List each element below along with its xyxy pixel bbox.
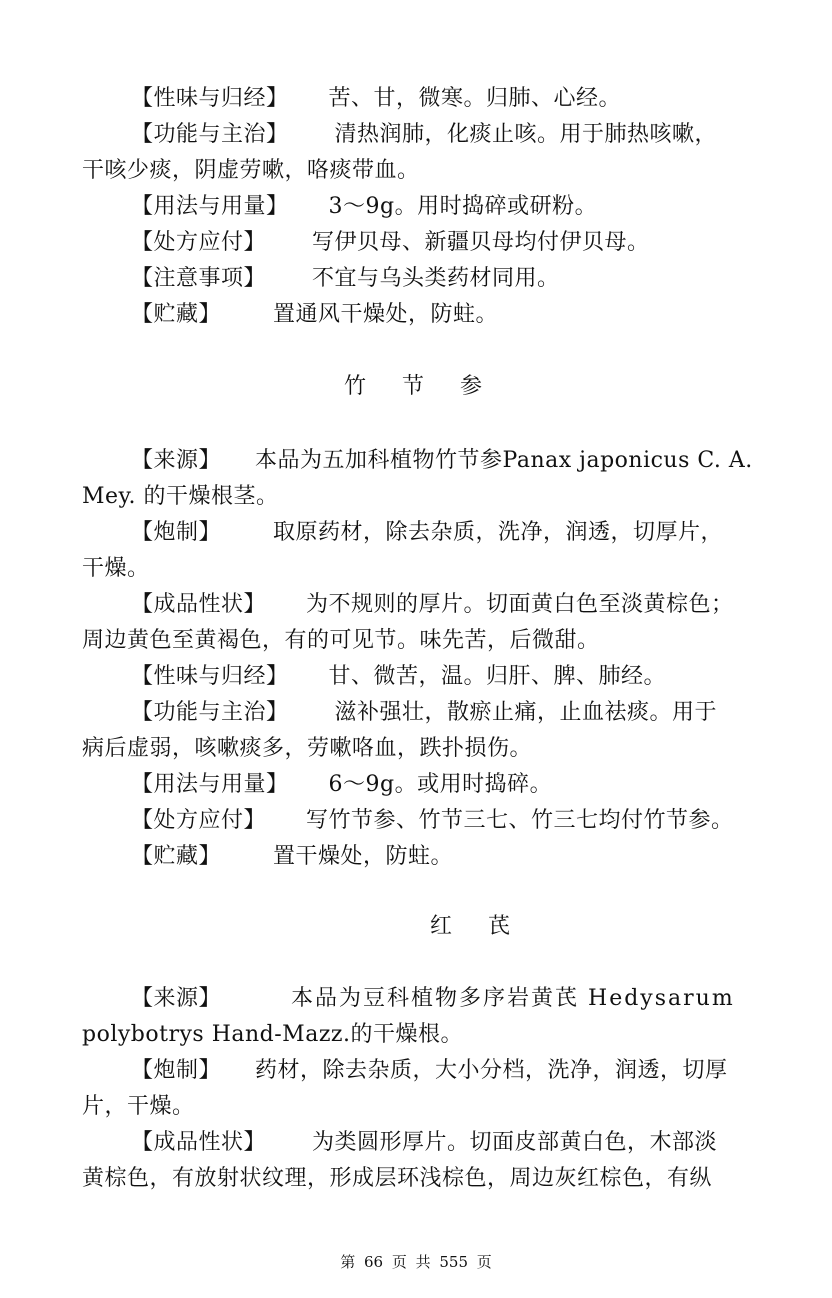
s1-xingwei-tag: 【性味与归经】: [131, 86, 289, 111]
s3-paozhi-line2: 片，干燥。: [82, 1094, 195, 1119]
s1-gongneng-text1: 清热润肺，化痰止咳。用于肺热咳嗽，: [334, 122, 718, 147]
s1-yongfa-text: 3～9g。用时捣碎或研粉。: [328, 194, 598, 219]
s2-gongneng-line2: 病后虚弱，咳嗽痰多，劳嗽咯血，跌扑损伤。: [82, 736, 533, 761]
s2-chufang-text: 写竹节参、竹节三七、竹三七均付竹节参。: [306, 808, 734, 833]
s2-laiyuan-line2: Mey. 的干燥根茎。: [82, 484, 279, 509]
s2-yongfa-text: 6～9g。或用时捣碎。: [328, 772, 553, 797]
s3-chengpin-text1: 为类圆形厚片。切面皮部黄白色，木部淡: [312, 1130, 718, 1155]
s2-chufang-tag: 【处方应付】: [131, 808, 267, 833]
s2-gongneng-tag: 【功能与主治】: [131, 700, 289, 725]
s3-paozhi-tag: 【炮制】: [131, 1058, 222, 1083]
s1-chufang-text: 写伊贝母、新疆贝母均付伊贝母。: [312, 230, 650, 255]
s2-paozhi-line: [131, 518, 723, 548]
s2-xingwei-tag: 【性味与归经】: [131, 664, 289, 689]
s2-zhucang-tag: 【贮藏】: [131, 844, 222, 869]
s2-paozhi-text1: 取原药材，除去杂质，洗净，润透，切厚片，: [273, 520, 724, 545]
s1-chufang-line: [131, 228, 650, 258]
s2-xingwei-line: [131, 662, 666, 692]
s2-title: [344, 372, 482, 402]
s3-paozhi-text1: 药材，除去杂质，大小分档，洗净，润透，切厚: [255, 1058, 728, 1083]
s2-laiyuan-text1: 本品为五加科植物竹节参Panax japonicus C. A.: [255, 448, 753, 473]
s1-zhucang-tag: 【贮藏】: [131, 302, 222, 327]
s3-title: [430, 912, 510, 942]
s2-paozhi-line2: 干燥。: [82, 556, 150, 581]
s3-laiyuan-tag: 【来源】: [131, 986, 222, 1011]
s3-title-char-2: 芪: [488, 914, 511, 939]
s2-chengpin-tag: 【成品性状】: [131, 592, 267, 617]
s1-yongfa-line: [131, 192, 597, 222]
s3-laiyuan-line2: polybotrys Hand-Mazz.的干燥根。: [82, 1022, 463, 1047]
s2-laiyuan-line: [131, 446, 753, 476]
s2-xingwei-text: 甘、微苦，温。归肝、脾、肺经。: [328, 664, 667, 689]
s2-chengpin-text1: 为不规则的厚片。切面黄白色至淡黄棕色；: [306, 592, 734, 617]
s3-chengpin-line: [131, 1128, 717, 1158]
s2-title-char-3: 参: [460, 374, 483, 399]
s2-laiyuan-tag: 【来源】: [131, 448, 222, 473]
s2-zhucang-line: [131, 842, 453, 872]
s1-zhucang-line: [131, 300, 498, 330]
s1-zhuyi-tag: 【注意事项】: [131, 266, 267, 291]
s1-xingwei-text: 苦、甘，微寒。归肺、心经。: [328, 86, 622, 111]
s1-zhuyi-text: 不宜与乌头类药材同用。: [312, 266, 560, 291]
s1-gongneng-line2: 干咳少痰，阴虚劳嗽，咯痰带血。: [82, 158, 420, 183]
s1-gongneng-line: [131, 120, 717, 150]
s3-laiyuan-text1: 本品为豆科植物多序岩黄芪 Hedysarum: [291, 986, 735, 1011]
s2-chengpin-line2: 周边黄色至黄褐色，有的可见节。味先苦，后微甜。: [82, 628, 600, 653]
s1-zhuyi-line: [131, 264, 560, 294]
s2-chengpin-line: [131, 590, 734, 620]
s2-paozhi-tag: 【炮制】: [131, 520, 222, 545]
s2-title-char-2: 节: [402, 374, 425, 399]
s3-title-char-1: 红: [430, 914, 453, 939]
s2-gongneng-text1: 滋补强壮，散瘀止痛，止血祛痰。用于: [334, 700, 718, 725]
s1-chufang-tag: 【处方应付】: [131, 230, 267, 255]
s2-yongfa-line: [131, 770, 552, 800]
s1-yongfa-tag: 【用法与用量】: [131, 194, 289, 219]
s1-zhucang-text: 置通风干燥处，防蛀。: [273, 302, 499, 327]
s3-chengpin-tag: 【成品性状】: [131, 1130, 267, 1155]
s2-yongfa-tag: 【用法与用量】: [131, 772, 289, 797]
s1-xingwei-line: [131, 84, 621, 114]
s3-laiyuan-line: [131, 984, 735, 1014]
s2-zhucang-text: 置干燥处，防蛀。: [273, 844, 454, 869]
s2-chufang-line: [131, 806, 734, 836]
s2-gongneng-line: [131, 698, 717, 728]
s3-chengpin-line2: 黄棕色，有放射状纹理，形成层环浅棕色，周边灰红棕色，有纵: [82, 1166, 713, 1191]
s2-title-char-1: 竹: [344, 374, 367, 399]
page-footer: 第 66 页 共 555 页: [340, 1253, 492, 1271]
s1-gongneng-tag: 【功能与主治】: [131, 122, 289, 147]
s3-paozhi-line: [131, 1056, 728, 1086]
